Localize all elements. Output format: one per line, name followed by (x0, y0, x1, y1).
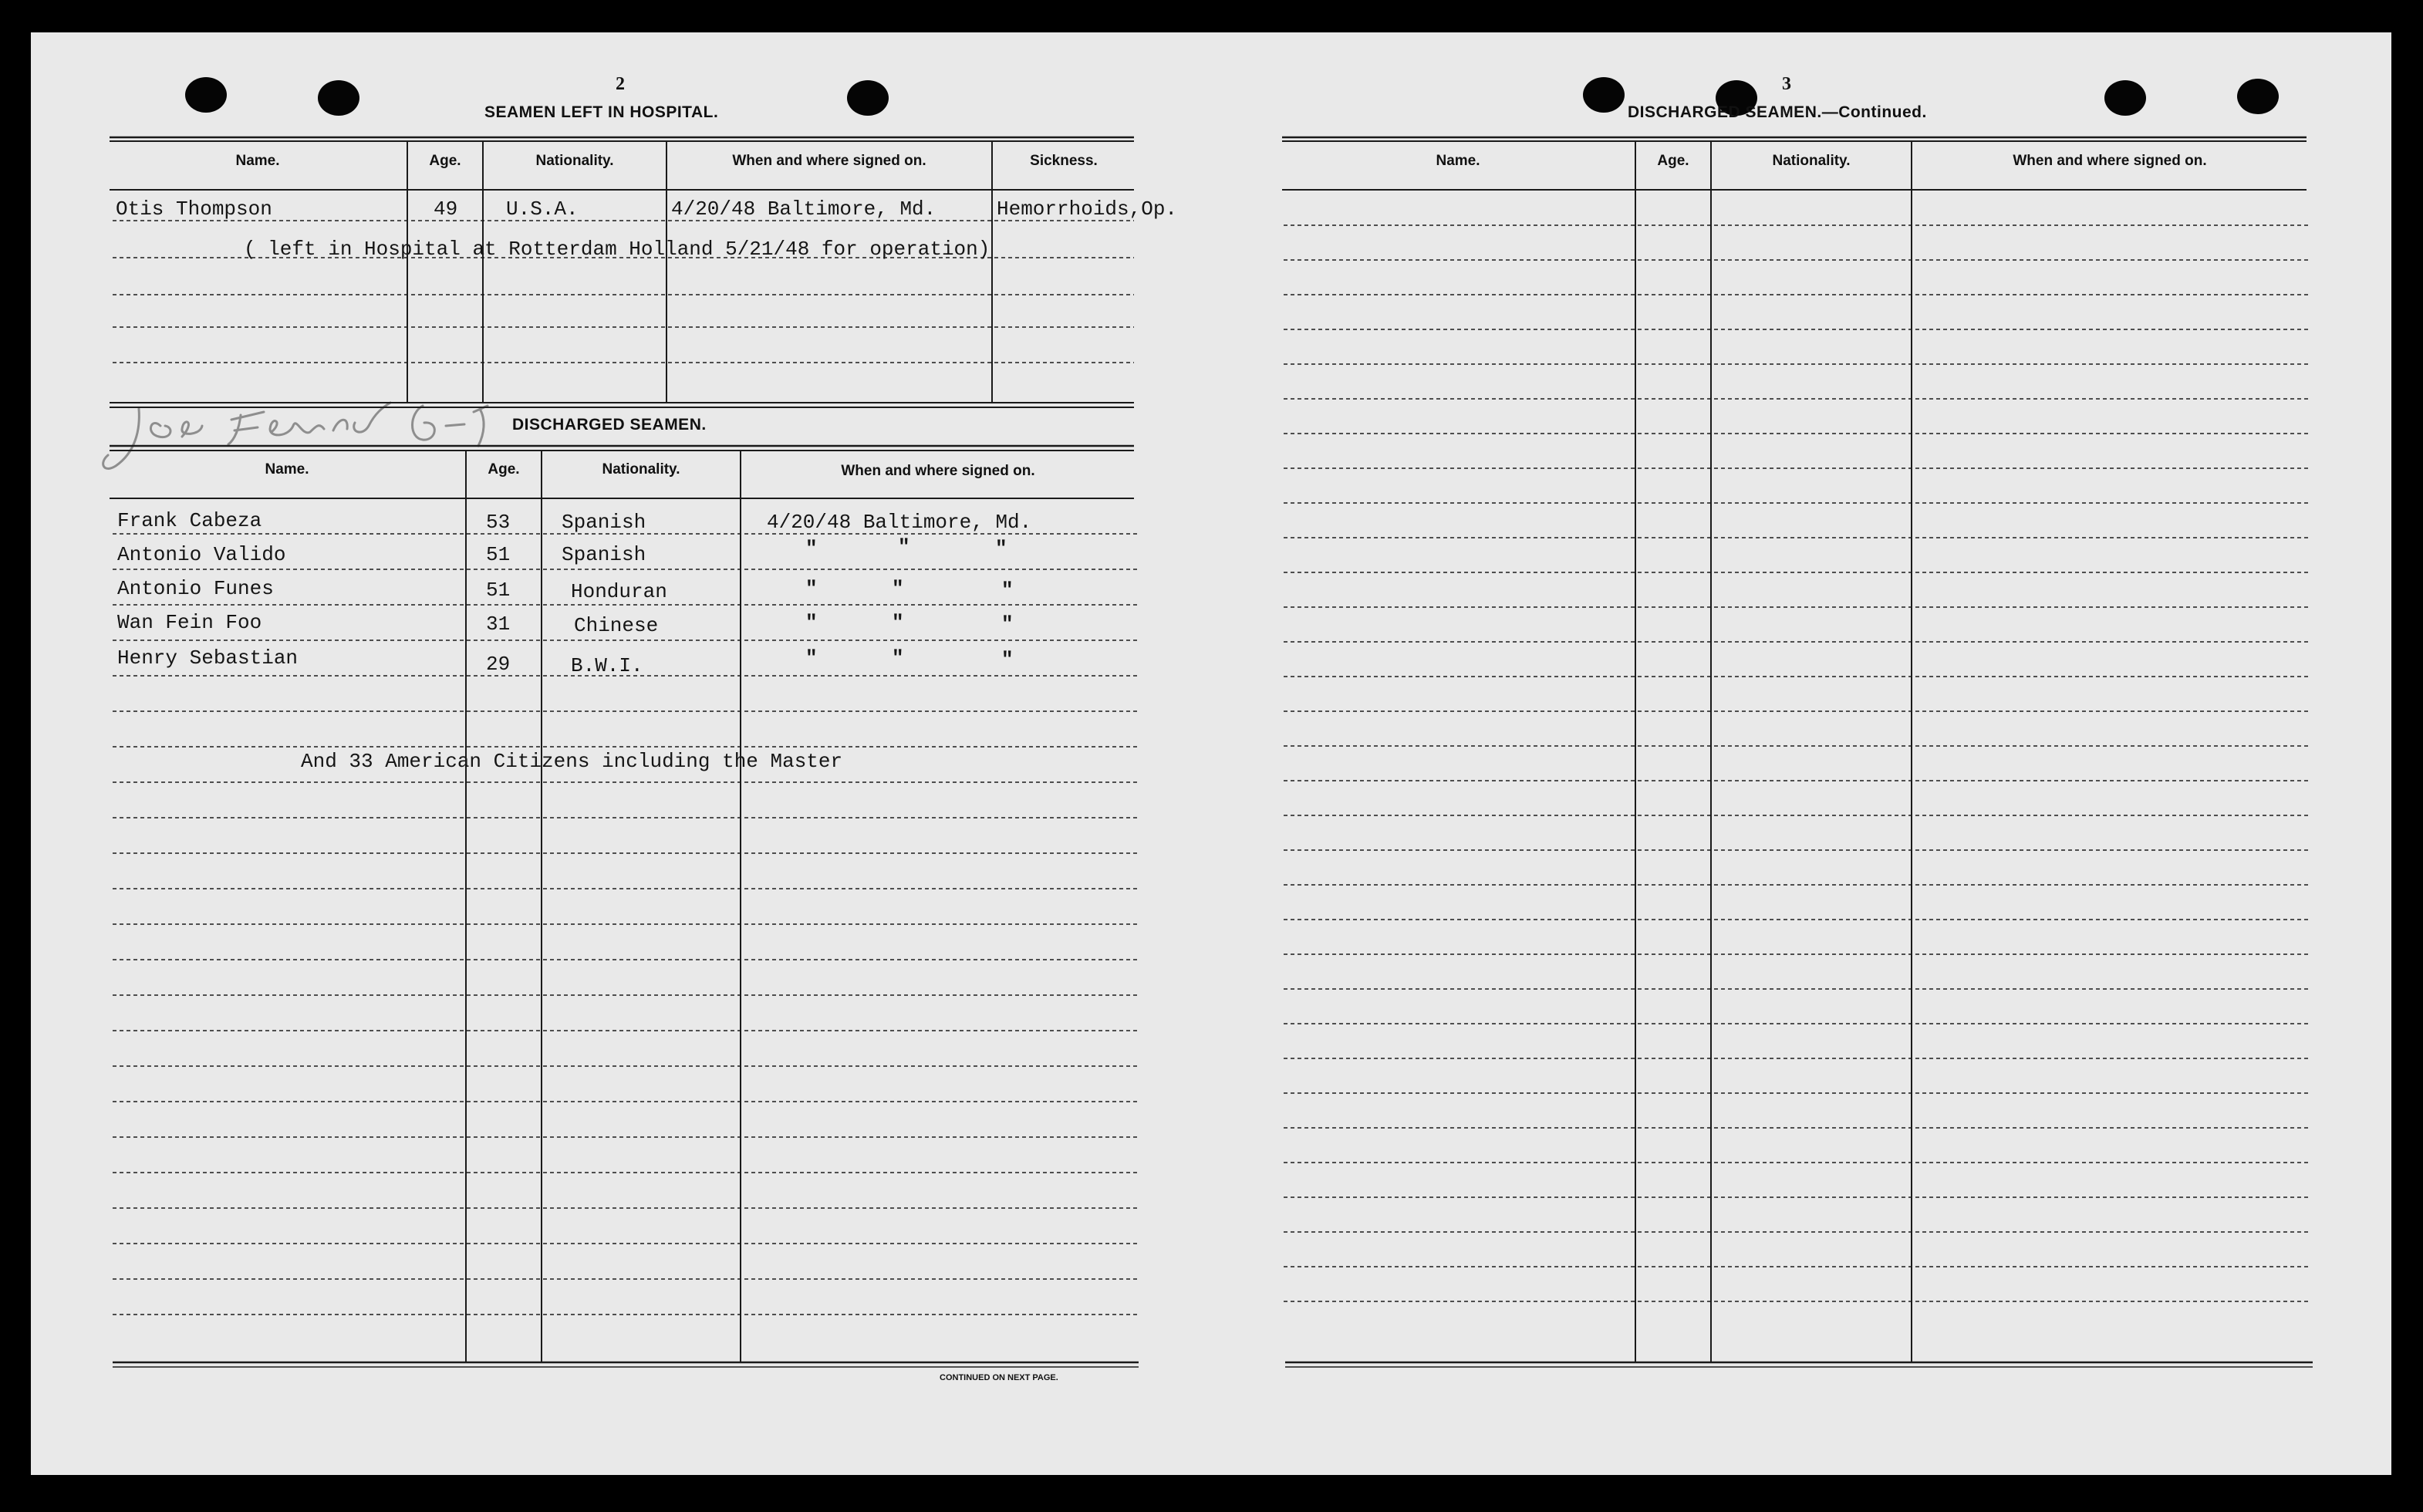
hospital-entry-signed: 4/20/48 Baltimore, Md. (671, 197, 936, 221)
ditto-mark: " (892, 577, 904, 600)
ditto-mark: " (1001, 613, 1014, 636)
discharged-row-2-age: 51 (486, 543, 511, 566)
discharged-header-nationality: Nationality. (602, 461, 680, 478)
ditto-mark: " (892, 646, 904, 670)
discharged-row-5-age: 29 (486, 653, 511, 676)
ditto-mark: " (898, 535, 910, 559)
discharged-title: DISCHARGED SEAMEN. (512, 416, 707, 434)
discharged-row-3-nationality: Honduran (571, 580, 667, 603)
page-number-right: 3 (1782, 74, 1791, 94)
discharged-row-2-nationality: Spanish (562, 543, 646, 566)
discharged-row-5-name: Henry Sebastian (117, 646, 299, 670)
right-header-nationality: Nationality. (1772, 153, 1851, 169)
page-number-left: 2 (616, 74, 625, 94)
hospital-entry-name: Otis Thompson (116, 197, 272, 221)
hospital-entry-sickness: Hemorrhoids,Op. (997, 197, 1178, 221)
continued-footer: CONTINUED ON NEXT PAGE. (940, 1373, 1058, 1382)
hospital-note: ( left in Hospital at Rotterdam Holland 5/21/48 for operation) (244, 238, 990, 261)
discharged-header-signed: When and where signed on. (841, 463, 1035, 479)
hospital-title: SEAMEN LEFT IN HOSPITAL. (484, 103, 719, 121)
ditto-mark: " (805, 537, 818, 560)
ditto-mark: " (805, 646, 818, 670)
discharged-row-5-nationality: B.W.I. (571, 654, 643, 677)
right-title: DISCHARGED SEAMEN.—Continued. (1628, 103, 1927, 121)
ditto-mark: " (805, 577, 818, 600)
ditto-mark: " (1001, 579, 1014, 602)
discharged-row-3-name: Antonio Funes (117, 577, 274, 600)
ditto-mark: " (1001, 648, 1014, 671)
discharged-row-1-age: 53 (486, 511, 511, 534)
discharged-row-4-nationality: Chinese (574, 614, 659, 637)
hospital-header-signed: When and where signed on. (732, 153, 926, 169)
right-header-name: Name. (1436, 153, 1480, 169)
discharged-row-2-name: Antonio Valido (117, 543, 286, 566)
right-header-age: Age. (1657, 153, 1689, 169)
discharged-row-4-name: Wan Fein Foo (117, 611, 262, 634)
discharged-header-name: Name. (265, 461, 309, 478)
discharged-row-3-age: 51 (486, 579, 511, 602)
hospital-header-name: Name. (235, 153, 280, 169)
hospital-header-nationality: Nationality. (535, 153, 614, 169)
hospital-entry-age: 49 (434, 197, 458, 221)
discharged-row-1-nationality: Spanish (562, 511, 646, 534)
ditto-mark: " (995, 537, 1007, 560)
discharged-row-1-name: Frank Cabeza (117, 509, 262, 532)
ditto-mark: " (892, 611, 904, 634)
ditto-mark: " (805, 611, 818, 634)
hospital-header-age: Age. (429, 153, 461, 169)
summary-note: And 33 American Citizens including the Master (301, 750, 843, 773)
right-header-signed: When and where signed on. (2013, 153, 2207, 169)
discharged-row-4-age: 31 (486, 613, 511, 636)
discharged-header-age: Age. (488, 461, 520, 478)
hospital-entry-nationality: U.S.A. (506, 197, 579, 221)
hospital-header-sickness: Sickness. (1030, 153, 1098, 169)
discharged-row-1-signed: 4/20/48 Baltimore, Md. (767, 511, 1032, 534)
